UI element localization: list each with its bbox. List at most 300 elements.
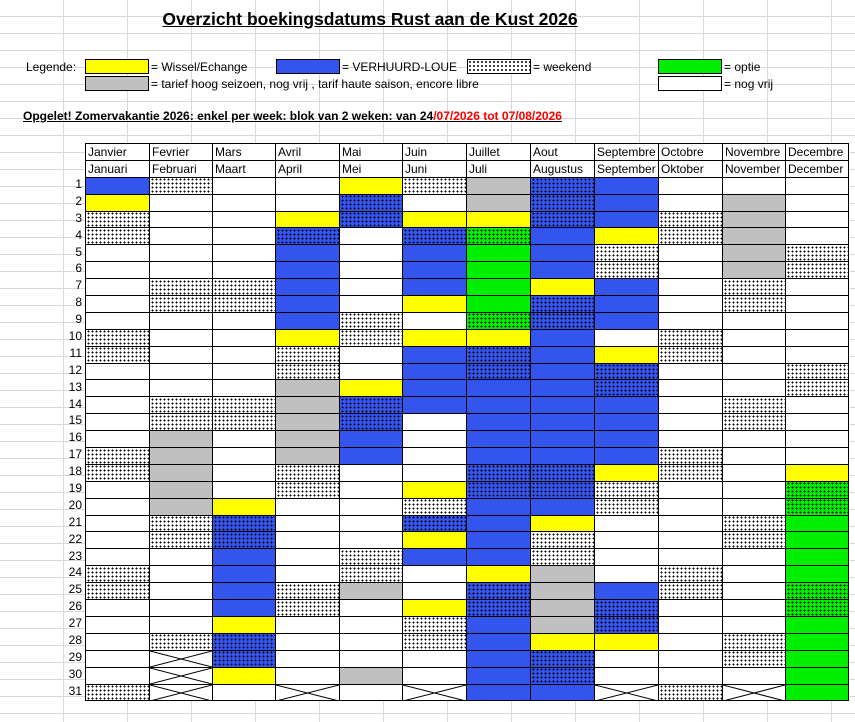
day-cell[interactable] <box>213 296 276 313</box>
day-cell[interactable] <box>150 532 213 549</box>
day-cell[interactable] <box>150 566 213 583</box>
day-cell[interactable] <box>659 532 723 549</box>
day-cell[interactable] <box>150 448 213 465</box>
day-cell[interactable] <box>659 650 723 667</box>
day-cell[interactable] <box>723 600 786 617</box>
day-cell[interactable] <box>531 397 595 414</box>
day-cell[interactable] <box>340 363 403 380</box>
day-cell[interactable] <box>340 684 403 701</box>
day-cell[interactable] <box>659 448 723 465</box>
day-cell[interactable] <box>150 296 213 313</box>
day-cell[interactable] <box>403 616 467 633</box>
day-cell[interactable] <box>150 245 213 262</box>
day-cell[interactable] <box>403 431 467 448</box>
day-cell[interactable] <box>531 583 595 600</box>
day-cell[interactable] <box>467 464 531 481</box>
day-cell[interactable] <box>403 583 467 600</box>
day-cell[interactable] <box>403 296 467 313</box>
day-cell[interactable] <box>595 515 659 532</box>
day-cell[interactable] <box>595 650 659 667</box>
day-cell[interactable] <box>531 346 595 363</box>
day-cell[interactable] <box>150 431 213 448</box>
day-cell[interactable] <box>786 431 849 448</box>
day-cell[interactable] <box>340 211 403 228</box>
day-cell[interactable] <box>467 194 531 211</box>
day-cell[interactable] <box>723 498 786 515</box>
day-cell[interactable] <box>467 397 531 414</box>
day-cell[interactable] <box>213 397 276 414</box>
day-cell[interactable] <box>467 448 531 465</box>
day-cell[interactable] <box>276 583 340 600</box>
day-cell[interactable] <box>340 397 403 414</box>
day-cell[interactable] <box>595 633 659 650</box>
day-cell[interactable] <box>340 532 403 549</box>
day-cell[interactable] <box>340 464 403 481</box>
day-cell[interactable] <box>531 312 595 329</box>
day-cell[interactable] <box>786 363 849 380</box>
day-cell[interactable] <box>213 498 276 515</box>
day-cell[interactable] <box>403 228 467 245</box>
day-cell[interactable] <box>403 245 467 262</box>
day-cell[interactable] <box>403 346 467 363</box>
day-cell[interactable] <box>786 211 849 228</box>
day-cell[interactable] <box>276 481 340 498</box>
day-cell[interactable] <box>150 279 213 296</box>
day-cell[interactable] <box>276 177 340 194</box>
day-cell[interactable] <box>595 464 659 481</box>
day-cell[interactable] <box>150 600 213 617</box>
day-cell[interactable] <box>723 414 786 431</box>
day-cell[interactable] <box>531 633 595 650</box>
day-cell[interactable] <box>659 515 723 532</box>
day-cell[interactable] <box>86 464 150 481</box>
day-cell[interactable] <box>213 245 276 262</box>
day-cell[interactable] <box>531 650 595 667</box>
day-cell[interactable] <box>723 650 786 667</box>
day-cell[interactable] <box>595 329 659 346</box>
day-cell[interactable] <box>213 279 276 296</box>
day-cell[interactable] <box>276 600 340 617</box>
day-cell[interactable] <box>276 211 340 228</box>
day-cell[interactable] <box>340 228 403 245</box>
day-cell[interactable] <box>531 414 595 431</box>
day-cell[interactable] <box>86 296 150 313</box>
day-cell[interactable] <box>786 650 849 667</box>
day-cell[interactable] <box>786 633 849 650</box>
day-cell[interactable] <box>276 566 340 583</box>
day-cell[interactable] <box>595 583 659 600</box>
day-cell[interactable] <box>150 312 213 329</box>
day-cell[interactable] <box>659 397 723 414</box>
day-cell[interactable] <box>467 684 531 701</box>
day-cell[interactable] <box>659 414 723 431</box>
day-cell[interactable] <box>403 177 467 194</box>
day-cell[interactable] <box>86 532 150 549</box>
day-cell[interactable] <box>723 329 786 346</box>
day-cell[interactable] <box>467 312 531 329</box>
day-cell[interactable] <box>340 633 403 650</box>
day-cell[interactable] <box>213 312 276 329</box>
day-cell[interactable] <box>723 431 786 448</box>
day-cell[interactable] <box>340 431 403 448</box>
day-cell[interactable] <box>723 262 786 279</box>
day-cell[interactable] <box>595 245 659 262</box>
day-cell[interactable] <box>786 329 849 346</box>
day-cell[interactable] <box>340 583 403 600</box>
day-cell[interactable] <box>276 464 340 481</box>
day-cell[interactable] <box>595 380 659 397</box>
day-cell[interactable] <box>276 549 340 566</box>
day-cell[interactable] <box>276 262 340 279</box>
day-cell[interactable] <box>340 481 403 498</box>
day-cell[interactable] <box>86 245 150 262</box>
day-cell[interactable] <box>531 684 595 701</box>
day-cell[interactable] <box>276 279 340 296</box>
day-cell[interactable] <box>723 566 786 583</box>
day-cell[interactable] <box>659 346 723 363</box>
day-cell[interactable] <box>659 616 723 633</box>
day-cell[interactable] <box>340 566 403 583</box>
day-cell[interactable] <box>213 177 276 194</box>
day-cell[interactable] <box>213 667 276 684</box>
day-cell[interactable] <box>340 245 403 262</box>
day-cell[interactable] <box>786 515 849 532</box>
day-cell[interactable] <box>659 380 723 397</box>
day-cell[interactable] <box>467 279 531 296</box>
day-cell[interactable] <box>595 667 659 684</box>
day-cell[interactable] <box>86 431 150 448</box>
day-cell[interactable] <box>531 600 595 617</box>
day-cell[interactable] <box>786 532 849 549</box>
day-cell[interactable] <box>467 329 531 346</box>
day-cell[interactable] <box>403 684 467 701</box>
day-cell[interactable] <box>403 481 467 498</box>
day-cell[interactable] <box>595 448 659 465</box>
day-cell[interactable] <box>723 211 786 228</box>
day-cell[interactable] <box>213 329 276 346</box>
day-cell[interactable] <box>595 684 659 701</box>
day-cell[interactable] <box>531 464 595 481</box>
day-cell[interactable] <box>467 600 531 617</box>
day-cell[interactable] <box>659 464 723 481</box>
day-cell[interactable] <box>213 431 276 448</box>
day-cell[interactable] <box>403 262 467 279</box>
day-cell[interactable] <box>403 464 467 481</box>
day-cell[interactable] <box>723 549 786 566</box>
day-cell[interactable] <box>595 532 659 549</box>
day-cell[interactable] <box>86 600 150 617</box>
day-cell[interactable] <box>595 397 659 414</box>
day-cell[interactable] <box>659 481 723 498</box>
day-cell[interactable] <box>340 498 403 515</box>
day-cell[interactable] <box>723 380 786 397</box>
day-cell[interactable] <box>340 515 403 532</box>
day-cell[interactable] <box>595 194 659 211</box>
day-cell[interactable] <box>786 583 849 600</box>
day-cell[interactable] <box>276 312 340 329</box>
day-cell[interactable] <box>86 194 150 211</box>
day-cell[interactable] <box>786 464 849 481</box>
day-cell[interactable] <box>723 363 786 380</box>
day-cell[interactable] <box>531 616 595 633</box>
day-cell[interactable] <box>659 583 723 600</box>
day-cell[interactable] <box>467 616 531 633</box>
day-cell[interactable] <box>213 448 276 465</box>
day-cell[interactable] <box>467 431 531 448</box>
day-cell[interactable] <box>531 566 595 583</box>
day-cell[interactable] <box>723 448 786 465</box>
day-cell[interactable] <box>150 650 213 667</box>
day-cell[interactable] <box>786 616 849 633</box>
day-cell[interactable] <box>786 549 849 566</box>
day-cell[interactable] <box>276 616 340 633</box>
day-cell[interactable] <box>150 667 213 684</box>
day-cell[interactable] <box>786 448 849 465</box>
day-cell[interactable] <box>86 380 150 397</box>
day-cell[interactable] <box>723 481 786 498</box>
day-cell[interactable] <box>86 414 150 431</box>
day-cell[interactable] <box>150 414 213 431</box>
day-cell[interactable] <box>340 380 403 397</box>
day-cell[interactable] <box>467 481 531 498</box>
day-cell[interactable] <box>659 498 723 515</box>
day-cell[interactable] <box>86 329 150 346</box>
day-cell[interactable] <box>723 633 786 650</box>
day-cell[interactable] <box>467 633 531 650</box>
day-cell[interactable] <box>467 549 531 566</box>
day-cell[interactable] <box>403 515 467 532</box>
day-cell[interactable] <box>723 228 786 245</box>
day-cell[interactable] <box>213 363 276 380</box>
day-cell[interactable] <box>213 346 276 363</box>
day-cell[interactable] <box>659 600 723 617</box>
day-cell[interactable] <box>786 684 849 701</box>
day-cell[interactable] <box>276 633 340 650</box>
day-cell[interactable] <box>150 616 213 633</box>
day-cell[interactable] <box>213 600 276 617</box>
day-cell[interactable] <box>659 211 723 228</box>
day-cell[interactable] <box>786 667 849 684</box>
day-cell[interactable] <box>403 549 467 566</box>
day-cell[interactable] <box>86 279 150 296</box>
day-cell[interactable] <box>595 431 659 448</box>
day-cell[interactable] <box>150 363 213 380</box>
day-cell[interactable] <box>403 380 467 397</box>
day-cell[interactable] <box>276 414 340 431</box>
day-cell[interactable] <box>213 464 276 481</box>
day-cell[interactable] <box>723 194 786 211</box>
day-cell[interactable] <box>86 177 150 194</box>
day-cell[interactable] <box>213 211 276 228</box>
day-cell[interactable] <box>340 448 403 465</box>
day-cell[interactable] <box>276 194 340 211</box>
day-cell[interactable] <box>276 532 340 549</box>
day-cell[interactable] <box>467 498 531 515</box>
day-cell[interactable] <box>595 279 659 296</box>
day-cell[interactable] <box>595 262 659 279</box>
day-cell[interactable] <box>340 262 403 279</box>
day-cell[interactable] <box>403 414 467 431</box>
day-cell[interactable] <box>276 228 340 245</box>
day-cell[interactable] <box>659 194 723 211</box>
day-cell[interactable] <box>723 583 786 600</box>
day-cell[interactable] <box>403 498 467 515</box>
day-cell[interactable] <box>595 363 659 380</box>
day-cell[interactable] <box>86 363 150 380</box>
day-cell[interactable] <box>86 684 150 701</box>
day-cell[interactable] <box>467 566 531 583</box>
day-cell[interactable] <box>531 194 595 211</box>
day-cell[interactable] <box>213 228 276 245</box>
day-cell[interactable] <box>659 279 723 296</box>
day-cell[interactable] <box>86 515 150 532</box>
day-cell[interactable] <box>723 245 786 262</box>
day-cell[interactable] <box>786 600 849 617</box>
day-cell[interactable] <box>276 296 340 313</box>
day-cell[interactable] <box>213 262 276 279</box>
day-cell[interactable] <box>659 431 723 448</box>
day-cell[interactable] <box>723 684 786 701</box>
day-cell[interactable] <box>340 329 403 346</box>
day-cell[interactable] <box>403 329 467 346</box>
day-cell[interactable] <box>531 211 595 228</box>
day-cell[interactable] <box>723 346 786 363</box>
day-cell[interactable] <box>467 245 531 262</box>
day-cell[interactable] <box>403 448 467 465</box>
day-cell[interactable] <box>86 312 150 329</box>
day-cell[interactable] <box>595 177 659 194</box>
day-cell[interactable] <box>467 380 531 397</box>
day-cell[interactable] <box>467 346 531 363</box>
day-cell[interactable] <box>531 228 595 245</box>
day-cell[interactable] <box>86 346 150 363</box>
day-cell[interactable] <box>276 380 340 397</box>
day-cell[interactable] <box>786 346 849 363</box>
day-cell[interactable] <box>723 177 786 194</box>
day-cell[interactable] <box>213 532 276 549</box>
day-cell[interactable] <box>786 296 849 313</box>
day-cell[interactable] <box>403 194 467 211</box>
day-cell[interactable] <box>150 329 213 346</box>
day-cell[interactable] <box>467 583 531 600</box>
day-cell[interactable] <box>86 583 150 600</box>
day-cell[interactable] <box>595 414 659 431</box>
day-cell[interactable] <box>150 397 213 414</box>
day-cell[interactable] <box>86 448 150 465</box>
day-cell[interactable] <box>595 616 659 633</box>
day-cell[interactable] <box>531 515 595 532</box>
day-cell[interactable] <box>150 346 213 363</box>
day-cell[interactable] <box>786 414 849 431</box>
day-cell[interactable] <box>403 633 467 650</box>
day-cell[interactable] <box>467 262 531 279</box>
day-cell[interactable] <box>213 549 276 566</box>
day-cell[interactable] <box>150 515 213 532</box>
day-cell[interactable] <box>467 211 531 228</box>
day-cell[interactable] <box>467 532 531 549</box>
day-cell[interactable] <box>150 684 213 701</box>
day-cell[interactable] <box>86 650 150 667</box>
day-cell[interactable] <box>723 515 786 532</box>
day-cell[interactable] <box>276 515 340 532</box>
day-cell[interactable] <box>150 498 213 515</box>
day-cell[interactable] <box>340 177 403 194</box>
day-cell[interactable] <box>531 549 595 566</box>
day-cell[interactable] <box>86 228 150 245</box>
day-cell[interactable] <box>467 177 531 194</box>
day-cell[interactable] <box>786 194 849 211</box>
day-cell[interactable] <box>150 177 213 194</box>
day-cell[interactable] <box>150 194 213 211</box>
day-cell[interactable] <box>340 549 403 566</box>
day-cell[interactable] <box>659 262 723 279</box>
day-cell[interactable] <box>403 363 467 380</box>
day-cell[interactable] <box>531 498 595 515</box>
day-cell[interactable] <box>403 667 467 684</box>
day-cell[interactable] <box>86 397 150 414</box>
day-cell[interactable] <box>531 279 595 296</box>
day-cell[interactable] <box>595 211 659 228</box>
day-cell[interactable] <box>723 279 786 296</box>
day-cell[interactable] <box>340 616 403 633</box>
day-cell[interactable] <box>467 515 531 532</box>
day-cell[interactable] <box>659 245 723 262</box>
day-cell[interactable] <box>467 414 531 431</box>
day-cell[interactable] <box>786 397 849 414</box>
day-cell[interactable] <box>150 380 213 397</box>
day-cell[interactable] <box>531 329 595 346</box>
day-cell[interactable] <box>786 380 849 397</box>
day-cell[interactable] <box>340 600 403 617</box>
day-cell[interactable] <box>150 228 213 245</box>
day-cell[interactable] <box>213 414 276 431</box>
day-cell[interactable] <box>531 363 595 380</box>
day-cell[interactable] <box>213 481 276 498</box>
day-cell[interactable] <box>659 549 723 566</box>
day-cell[interactable] <box>531 448 595 465</box>
day-cell[interactable] <box>531 481 595 498</box>
day-cell[interactable] <box>213 633 276 650</box>
day-cell[interactable] <box>340 296 403 313</box>
day-cell[interactable] <box>723 532 786 549</box>
day-cell[interactable] <box>150 481 213 498</box>
day-cell[interactable] <box>659 633 723 650</box>
day-cell[interactable] <box>340 279 403 296</box>
day-cell[interactable] <box>467 667 531 684</box>
day-cell[interactable] <box>723 397 786 414</box>
day-cell[interactable] <box>786 177 849 194</box>
day-cell[interactable] <box>403 397 467 414</box>
day-cell[interactable] <box>340 312 403 329</box>
day-cell[interactable] <box>403 312 467 329</box>
day-cell[interactable] <box>659 566 723 583</box>
day-cell[interactable] <box>403 600 467 617</box>
day-cell[interactable] <box>786 245 849 262</box>
day-cell[interactable] <box>659 667 723 684</box>
day-cell[interactable] <box>531 177 595 194</box>
day-cell[interactable] <box>786 228 849 245</box>
day-cell[interactable] <box>213 650 276 667</box>
day-cell[interactable] <box>150 583 213 600</box>
day-cell[interactable] <box>213 380 276 397</box>
day-cell[interactable] <box>213 684 276 701</box>
day-cell[interactable] <box>150 549 213 566</box>
day-cell[interactable] <box>340 194 403 211</box>
day-cell[interactable] <box>276 329 340 346</box>
day-cell[interactable] <box>786 498 849 515</box>
day-cell[interactable] <box>659 228 723 245</box>
day-cell[interactable] <box>403 566 467 583</box>
